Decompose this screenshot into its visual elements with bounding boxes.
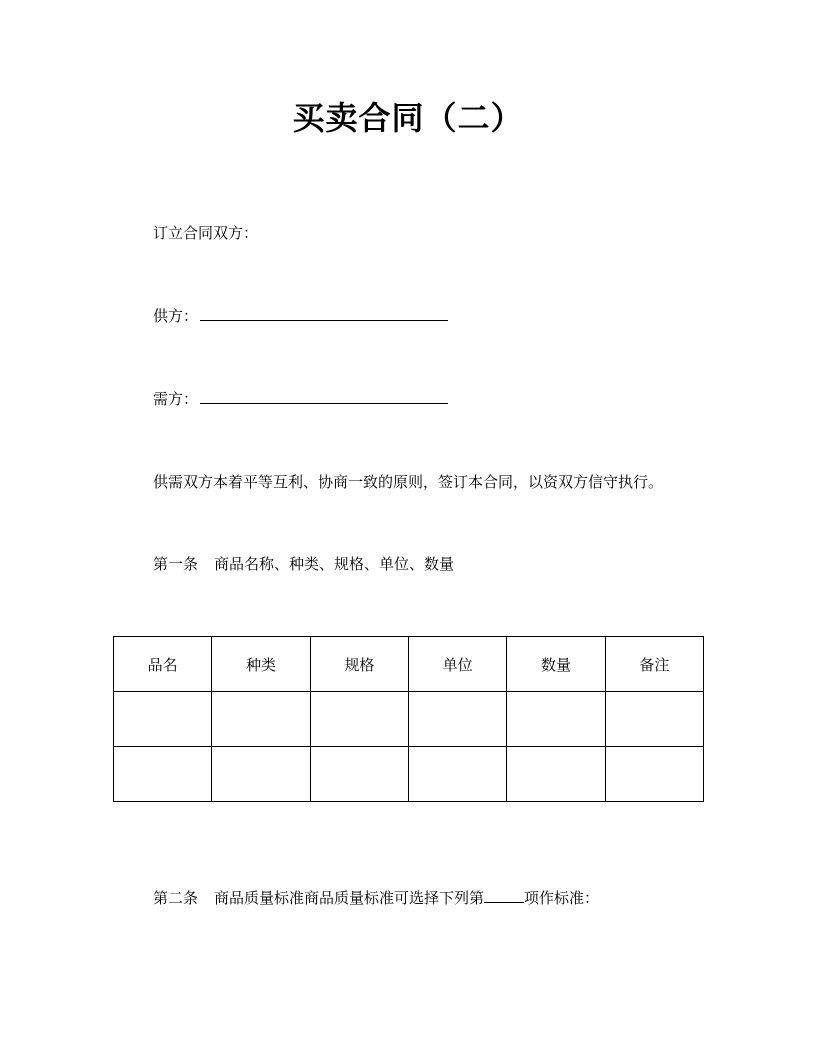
header-cell-remarks: 备注 xyxy=(605,637,703,692)
header-cell-quantity: 数量 xyxy=(507,637,605,692)
table-cell[interactable] xyxy=(605,692,703,747)
table-header-row xyxy=(114,637,704,692)
table-cell[interactable] xyxy=(212,692,310,747)
buyer-label: 需方： xyxy=(153,390,199,408)
article-1-heading xyxy=(153,554,454,574)
table-row xyxy=(114,747,704,802)
header-cell-type: 种类 xyxy=(212,637,310,692)
document-title: 买卖合同（二） xyxy=(292,99,524,137)
article-2-number: 第二条 xyxy=(153,889,199,907)
buyer-blank-field[interactable] xyxy=(200,389,448,404)
article-2-text-before: 商品质量标准商品质量标准可选择下列第 xyxy=(214,889,485,907)
article-1-text: 商品名称、种类、规格、单位、数量 xyxy=(214,555,455,573)
table-cell[interactable] xyxy=(408,747,506,802)
table-row xyxy=(114,692,704,747)
table-cell[interactable] xyxy=(507,692,605,747)
table-cell[interactable] xyxy=(114,747,212,802)
table-cell[interactable] xyxy=(212,747,310,802)
article-1-number: 第一条 xyxy=(153,555,199,573)
table-cell[interactable] xyxy=(408,692,506,747)
buyer-line xyxy=(153,389,448,409)
article-2-heading xyxy=(153,888,599,908)
parties-intro: 订立合同双方： xyxy=(153,224,259,242)
goods-table xyxy=(113,636,704,802)
header-cell-unit: 单位 xyxy=(408,637,506,692)
header-cell-spec: 规格 xyxy=(310,637,408,692)
article-2-text-after: 项作标准： xyxy=(524,889,600,907)
supplier-blank-field[interactable] xyxy=(200,306,448,321)
table-cell[interactable] xyxy=(605,747,703,802)
supplier-label: 供方： xyxy=(153,307,199,325)
table-cell[interactable] xyxy=(507,747,605,802)
principle-paragraph: 供需双方本着平等互利、协商一致的原则，签订本合同，以资双方信守执行。 xyxy=(153,473,664,491)
table-cell[interactable] xyxy=(310,692,408,747)
header-cell-name: 品名 xyxy=(114,637,212,692)
supplier-line xyxy=(153,306,448,326)
table-cell[interactable] xyxy=(310,747,408,802)
article-2-blank-field[interactable] xyxy=(484,888,524,903)
table-cell[interactable] xyxy=(114,692,212,747)
